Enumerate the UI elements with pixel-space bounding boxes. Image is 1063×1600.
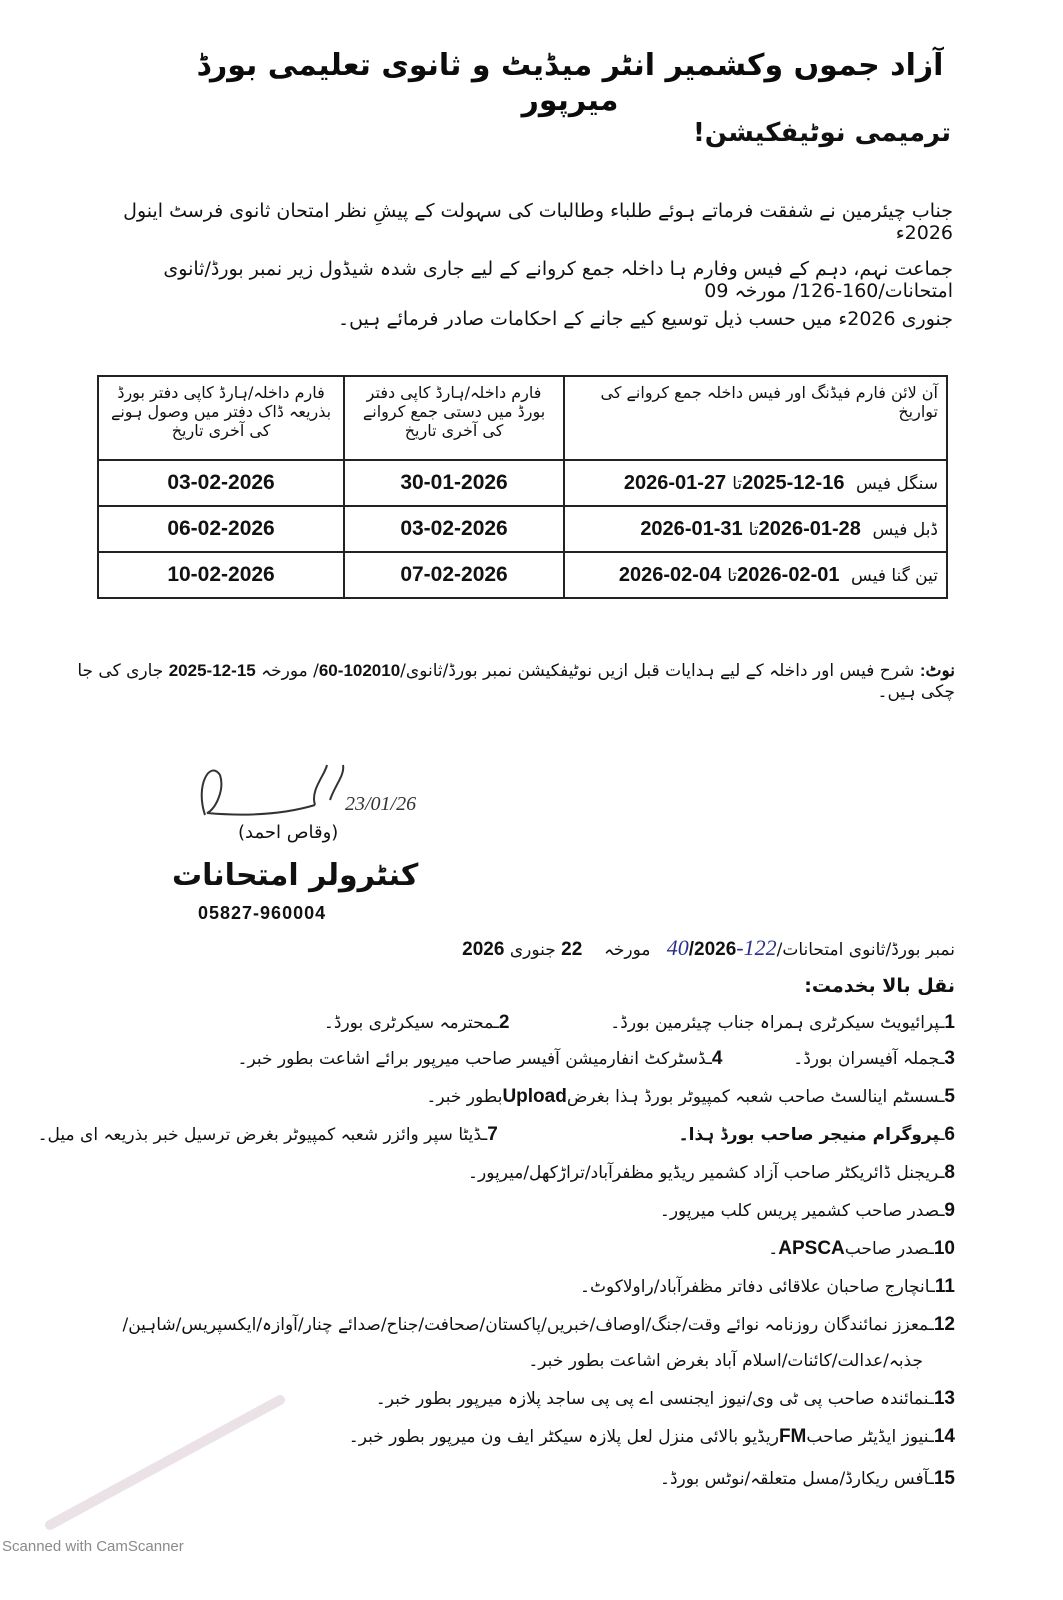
to-word: تا [732, 473, 743, 494]
item-number: 3 [944, 1048, 955, 1069]
item-number: 5 [944, 1086, 955, 1107]
notification-subtitle: ترمیمی نوٹیفکیشن! [692, 118, 951, 148]
body-line-3: جنوری 2026ء میں حسب ذیل توسیع کیے جانے کے احکامات صادر فرمائے ہیں۔ [337, 308, 953, 330]
header-post-deadline: فارم داخلہ/ہارڈ کاپی دفتر بورڈ بذریعہ ڈاک دفتر میں وصول ہونے کی آخری تاریخ [98, 376, 344, 460]
date-to: 04-02-2026 [618, 563, 722, 586]
to-word: تا [748, 519, 759, 540]
note-date: 15-12-2025 [168, 661, 256, 680]
note-text-a: شرح فیس اور داخلہ کے لیے ہدایات قبل ازیں نوٹیفکیشن نمبر بورڈ/ثانوی/ [400, 661, 915, 681]
item-number: 9 [944, 1200, 955, 1221]
table-header-row [98, 376, 947, 460]
dist-line-15: 15ـآفس ریکارڈ/مسل متعلقہ/نوٹس بورڈ۔ [659, 1468, 955, 1489]
item-text: ۔ [768, 1239, 779, 1259]
header-online-dates: آن لائن فارم فیڈنگ اور فیس داخلہ جمع کروانے کی تواریخ [564, 376, 947, 460]
post-deadline-cell: 10-02-2026 [98, 552, 344, 598]
item-number: 4 [711, 1048, 723, 1069]
camscanner-watermark: Scanned with CamScanner [2, 1538, 184, 1555]
dist-line-5: 5ـسسٹم اینالسٹ صاحب شعبہ کمپیوٹر بورڈ ہذا بغرضUploadبطور خبر۔ [426, 1086, 955, 1107]
to-word: تا [727, 565, 738, 586]
ref-handwritten-no: 122-40 [666, 935, 777, 960]
body-line-1: جناب چیئرمین نے شفقت فرماتے ہوئے طلباء وطالبات کی سہولت کے پیشِ نظر امتحان ثانوی فرسٹ اینول 2026ء [123, 200, 953, 244]
post-deadline-cell: 06-02-2026 [98, 506, 344, 552]
dist-line-12: 12ـمعزز نمائندگان روزنامہ نوائے وقت/جنگ/اوصاف/خبریں/پاکستان/صحافت/جناح/صدائے چنار/آوازہ/ایکسپریس/شاہین/ [122, 1314, 955, 1335]
item-number: 2 [498, 1012, 510, 1033]
ref-month: جنوری [509, 940, 556, 960]
item-number: 8 [944, 1162, 955, 1183]
note-text-c: جاری کی جا چکی ہیں۔ [77, 661, 955, 702]
item-english: FM [778, 1426, 807, 1447]
ref-prefix: نمبر بورڈ/ثانوی امتحانات/ [776, 940, 955, 960]
online-dates-cell [564, 506, 947, 552]
item-text: محترمہ سیکرٹری بورڈ۔ [323, 1013, 494, 1033]
ref-day: 22 [561, 939, 583, 960]
dist-line-9: 9ـصدر صاحب کشمیر پریس کلب میرپور۔ [659, 1200, 955, 1221]
note-text-b: / مورخہ [261, 661, 319, 681]
table-row [98, 552, 947, 598]
reference-line [462, 935, 955, 961]
item-text: پروگرام منیجر صاحب بورڈ ہذا۔ [678, 1125, 940, 1145]
item-number: 10 [933, 1238, 955, 1259]
item-text: بطور خبر۔ [426, 1087, 503, 1107]
item-text: ریڈیو بالائی منزل لعل پلازہ سیکٹر ایف ون میرپور بطور خبر۔ [348, 1427, 779, 1447]
date-to: 27-01-2026 [623, 471, 727, 494]
item-text: ریجنل ڈائریکٹر صاحب آزاد کشمیر ریڈیو مظفرآباد/تراڑکھل/میرپور۔ [468, 1163, 940, 1183]
item-number: 1 [944, 1012, 955, 1033]
date-from: 01-02-2026 [737, 563, 840, 586]
ref-year: /2026 [688, 939, 737, 960]
online-dates-cell [564, 460, 947, 506]
item-number: 15 [933, 1468, 955, 1489]
ref-date-year: 2026 [462, 939, 505, 960]
manual-deadline-cell: 07-02-2026 [344, 552, 564, 598]
dist-line-13: 13ـنمائندہ صاحب پی ٹی وی/نیوز ایجنسی اے پی پی ساجد پلازہ میرپور بطور خبر۔ [375, 1388, 955, 1409]
dist-line-11: 11ـانچارج صاحبان علاقائی دفاتر مظفرآباد/راولاکوٹ۔ [580, 1276, 955, 1297]
dist-line-14: 14ـنیوز ایڈیٹر صاحبFMریڈیو بالائی منزل لعل پلازہ سیکٹر ایف ون میرپور بطور خبر۔ [348, 1426, 955, 1447]
board-title: آزاد جموں وکشمیر انٹر میڈیٹ و ثانوی تعلیمی بورڈ میرپور [196, 48, 944, 118]
fee-type: سنگل فیس [856, 473, 938, 494]
item-number: 6 [944, 1124, 955, 1145]
manual-deadline-cell: 03-02-2026 [344, 506, 564, 552]
phone-number: 05827-960004 [198, 903, 327, 923]
item-text: پرائیویٹ سیکرٹری ہمراہ جناب چیئرمین بورڈ۔ [610, 1013, 940, 1033]
dist-line-8: 8ـریجنل ڈائریکٹر صاحب آزاد کشمیر ریڈیو مظفرآباد/تراڑکھل/میرپور۔ [468, 1162, 955, 1183]
table-row [98, 460, 947, 506]
dist-line-12-cont [528, 1350, 923, 1371]
date-to: 31-01-2026 [640, 517, 743, 540]
manual-deadline-cell: 30-01-2026 [344, 460, 564, 506]
online-dates-cell [564, 552, 947, 598]
item-number: 7 [487, 1124, 498, 1145]
item-text: جملہ آفیسران بورڈ۔ [793, 1049, 940, 1069]
dist-line-10: 10ـصدر صاحبAPSCA۔ [768, 1238, 955, 1259]
post-deadline-cell: 03-02-2026 [98, 460, 344, 506]
note [75, 660, 955, 702]
fee-type: تین گنا فیس [851, 565, 938, 586]
body-line-2: جماعت نہم، دہم کے فیس وفارم ہا داخلہ جمع کروانے کے لیے جاری شدہ شیڈول زیر نمبر بورڈ/ثانوی امتحانات/160-126/ مورخہ 09 [163, 258, 953, 302]
date-from: 28-01-2026 [758, 517, 861, 540]
date-from: 16-12-2025 [742, 471, 845, 494]
note-label: نوٹ: [919, 661, 955, 680]
ref-dated-label: مورخہ [603, 940, 651, 960]
item-text: ڈیٹا سپر وائزر شعبہ کمپیوٹر بغرض ترسیل خبر بذریعہ ای میل۔ [37, 1125, 483, 1145]
designation: کنٹرولر امتحانات [172, 858, 419, 893]
item-number: 11 [934, 1276, 955, 1297]
item-text: صدر صاحب [844, 1239, 929, 1259]
dist-line-3-4: 3ـجملہ آفیسران بورڈ۔ 4ـڈسٹرکٹ انفارمیشن آفیسر صاحب میرپور برائے اشاعت بطور خبر۔ [237, 1048, 955, 1069]
item-text: صدر صاحب کشمیر پریس کلب میرپور۔ [659, 1201, 940, 1221]
item-number: 13 [933, 1388, 955, 1409]
item-english: APSCA [778, 1238, 845, 1259]
item-text: آفس ریکارڈ/مسل متعلقہ/نوٹس بورڈ۔ [659, 1469, 929, 1489]
header-manual-deadline: فارم داخلہ/ہارڈ کاپی دفتر بورڈ میں دستی جمع کروانے کی آخری تاریخ [344, 376, 564, 460]
copy-heading: نقل بالا بخدمت: [804, 975, 955, 997]
handwritten-date: 23/01/26 [345, 793, 417, 815]
item-english: Upload [502, 1086, 567, 1107]
scan-smudge [40, 1390, 370, 1530]
schedule-table [97, 375, 948, 599]
dist-line-1-2: 1ـپرائیویٹ سیکرٹری ہمراہ جناب چیئرمین بورڈ۔ 2ـمحترمہ سیکرٹری بورڈ۔ [323, 1012, 955, 1033]
signatory-name: (وقاص احمد) [238, 822, 339, 843]
item-number: 12 [933, 1314, 955, 1335]
item-number: 14 [933, 1426, 955, 1447]
item-text: انچارج صاحبان علاقائی دفاتر مظفرآباد/راولاکوٹ۔ [580, 1277, 930, 1297]
item-text: جذبہ/عدالت/کائنات/اسلام آباد بغرض اشاعت بطور خبر۔ [528, 1351, 923, 1371]
item-text: معزز نمائندگان روزنامہ نوائے وقت/جنگ/اوصاف/خبریں/پاکستان/صحافت/جناح/صدائے چنار/آوازہ/ایکسپریس/شاہین/ [122, 1315, 929, 1335]
item-text: نیوز ایڈیٹر صاحب [806, 1427, 929, 1447]
item-text: ڈسٹرکٹ انفارمیشن آفیسر صاحب میرپور برائے اشاعت بطور خبر۔ [237, 1049, 707, 1069]
note-ref: 102010-60 [318, 661, 401, 680]
item-text: نمائندہ صاحب پی ٹی وی/نیوز ایجنسی اے پی پی ساجد پلازہ میرپور بطور خبر۔ [375, 1389, 929, 1409]
dist-line-6-7: 6ـپروگرام منیجر صاحب بورڈ ہذا۔ 7ـڈیٹا سپر وائزر شعبہ کمپیوٹر بغرض ترسیل خبر بذریعہ ای میل۔ [37, 1124, 955, 1145]
fee-type: ڈبل فیس [872, 519, 938, 540]
table-row [98, 506, 947, 552]
item-text: سسٹم اینالسٹ صاحب شعبہ کمپیوٹر بورڈ ہذا بغرض [566, 1087, 940, 1107]
